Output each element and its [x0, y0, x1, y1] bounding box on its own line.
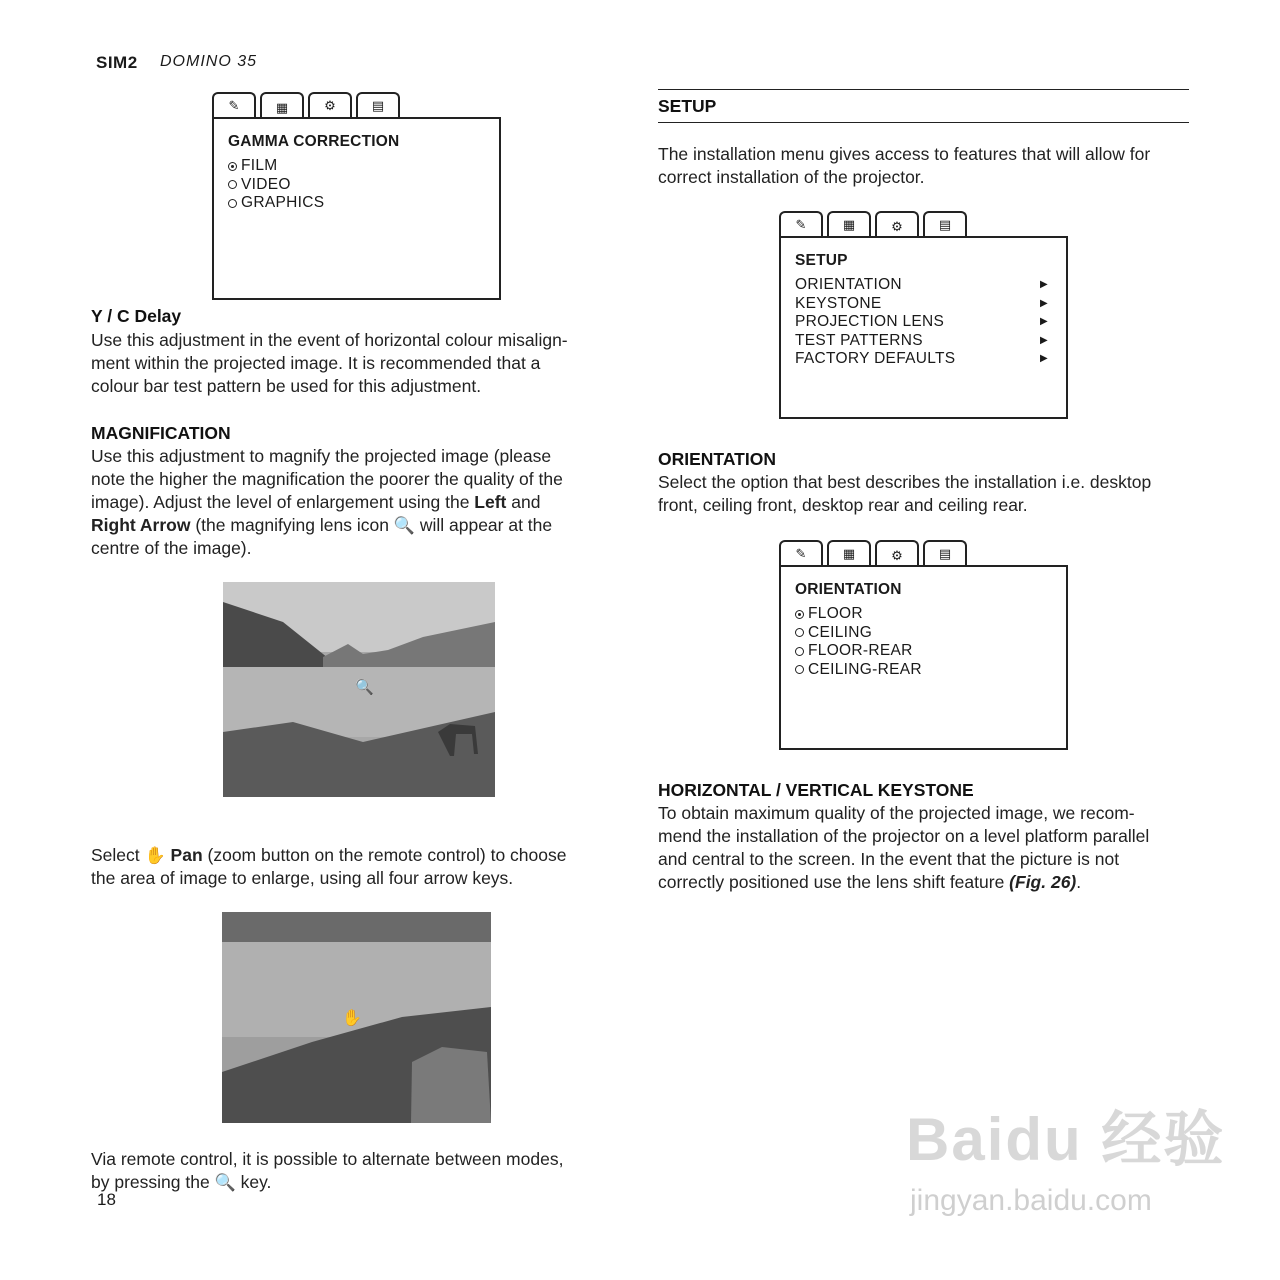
radio-icon — [795, 628, 804, 637]
setup-item-keystone: KEYSTONE ▶ — [795, 294, 1048, 312]
setup-item-orientation: ORIENTATION ▶ — [795, 276, 1048, 293]
setup-menu-items — [795, 276, 1066, 369]
gamma-menu — [212, 117, 501, 300]
radio-icon — [228, 199, 237, 208]
orientation-menu-tabs — [779, 540, 967, 566]
info-card-icon: ▤ — [923, 211, 967, 237]
setup-text: The installation menu gives access to features that will allow for correct installation of the projector. — [658, 144, 1151, 187]
model-name: DOMINO 35 — [160, 53, 258, 70]
setup-heading: SETUP — [658, 96, 717, 116]
hand-pan-icon: ✋ — [342, 1010, 362, 1027]
info-card-icon: ▤ — [356, 92, 400, 118]
pencil-ruler-icon: ✎ — [779, 211, 823, 237]
picture-edit-icon: ▦ — [827, 211, 871, 237]
triangle-right-icon: ▶ — [1040, 297, 1048, 309]
orientation-option-ceiling: CEILING — [795, 624, 1066, 643]
radio-selected-icon — [795, 610, 804, 619]
info-card-icon: ▤ — [923, 540, 967, 566]
orientation-options — [795, 605, 1066, 679]
watermark-logo: Baidu 经验 — [906, 1106, 1226, 1173]
magnification-heading: MAGNIFICATION — [91, 423, 231, 443]
gear-icon: ⚙ — [308, 92, 352, 118]
magnification-text: Use this adjustment to magnify the projected image (please note the higher the magnification the poorer the quality of the image). Adjust the level of enlargement using the Left and Right Arrow (the magnifying lens icon 🔍 will appear at the centre of the image). — [91, 446, 563, 558]
gamma-menu-title: GAMMA CORRECTION — [228, 133, 400, 150]
radio-icon — [795, 647, 804, 656]
watermark-url: jingyan.baidu.com — [910, 1184, 1152, 1217]
orientation-option-floor-rear: FLOOR-REAR — [795, 642, 1066, 661]
setup-menu-title: SETUP — [795, 252, 848, 269]
pan-text: Select ✋ Pan (zoom button on the remote control) to choose the area of image to enlarge, using all four arrow keys. — [91, 845, 567, 888]
keystone-text: To obtain maximum quality of the projected image, we recom- mend the installation of the projector on a level platform parallel and central to the screen. In the event that the picture is not correctly positioned use the lens shift feature (Fig. 26). — [658, 803, 1150, 892]
orientation-menu — [779, 565, 1068, 750]
landscape-photo-panned — [222, 912, 491, 1123]
gamma-option-film: FILM — [228, 157, 499, 176]
yc-delay-text: Use this adjustment in the event of horizontal colour misalign- ment within the projected image. It is recommended that a colour bar test pattern be used for this adjustment. — [91, 330, 568, 396]
radio-icon — [228, 180, 237, 189]
magnifier-icon: 🔍 — [214, 1173, 236, 1192]
orientation-heading: ORIENTATION — [658, 449, 776, 469]
picture-edit-icon: ▦ — [260, 92, 304, 121]
setup-item-factory-defaults: FACTORY DEFAULTS ▶ — [795, 350, 1048, 367]
orientation-option-floor: FLOOR — [795, 605, 1066, 624]
setup-rule-top — [658, 89, 1189, 90]
magnifier-icon: 🔍 — [355, 679, 374, 696]
figure-reference: (Fig. 26) — [1009, 872, 1077, 892]
gear-icon: ⚙ — [875, 540, 919, 569]
orientation-menu-title: ORIENTATION — [795, 581, 902, 598]
landscape-photo-magnified — [223, 582, 495, 797]
orientation-text: Select the option that best describes the installation i.e. desktop front, ceiling front, desktop rear and ceiling rear. — [658, 472, 1152, 515]
gamma-options — [228, 157, 499, 213]
setup-menu-tabs — [779, 211, 967, 237]
setup-rule-bottom — [658, 122, 1189, 123]
page-number: 18 — [97, 1190, 116, 1209]
triangle-right-icon: ▶ — [1040, 316, 1048, 327]
pencil-ruler-icon: ✎ — [212, 92, 256, 118]
remote-text: Via remote control, it is possible to alternate between modes, by pressing the 🔍 key. — [91, 1149, 564, 1192]
triangle-right-icon: ▶ — [1040, 353, 1048, 364]
hand-pan-icon: ✋ — [144, 846, 166, 865]
magnifier-icon: 🔍 — [393, 516, 415, 535]
brand-logo: SIM2 — [96, 53, 138, 72]
pencil-ruler-icon: ✎ — [779, 540, 823, 566]
orientation-option-ceiling-rear: CEILING-REAR — [795, 661, 1066, 680]
radio-selected-icon — [228, 162, 237, 171]
setup-item-projection-lens: PROJECTION LENS ▶ — [795, 313, 1048, 330]
gear-icon: ⚙ — [875, 211, 919, 240]
setup-menu — [779, 236, 1068, 419]
keystone-heading: HORIZONTAL / VERTICAL KEYSTONE — [658, 780, 974, 800]
triangle-right-icon: ▶ — [1040, 334, 1048, 346]
picture-edit-icon: ▦ — [827, 540, 871, 566]
triangle-right-icon: ▶ — [1040, 279, 1048, 290]
setup-item-test-patterns: TEST PATTERNS ▶ — [795, 331, 1048, 349]
gamma-option-video: VIDEO — [228, 176, 499, 195]
radio-icon — [795, 665, 804, 674]
gamma-menu-tabs — [212, 92, 400, 118]
gamma-option-graphics: GRAPHICS — [228, 194, 499, 213]
yc-delay-heading: Y / C Delay — [91, 306, 182, 326]
